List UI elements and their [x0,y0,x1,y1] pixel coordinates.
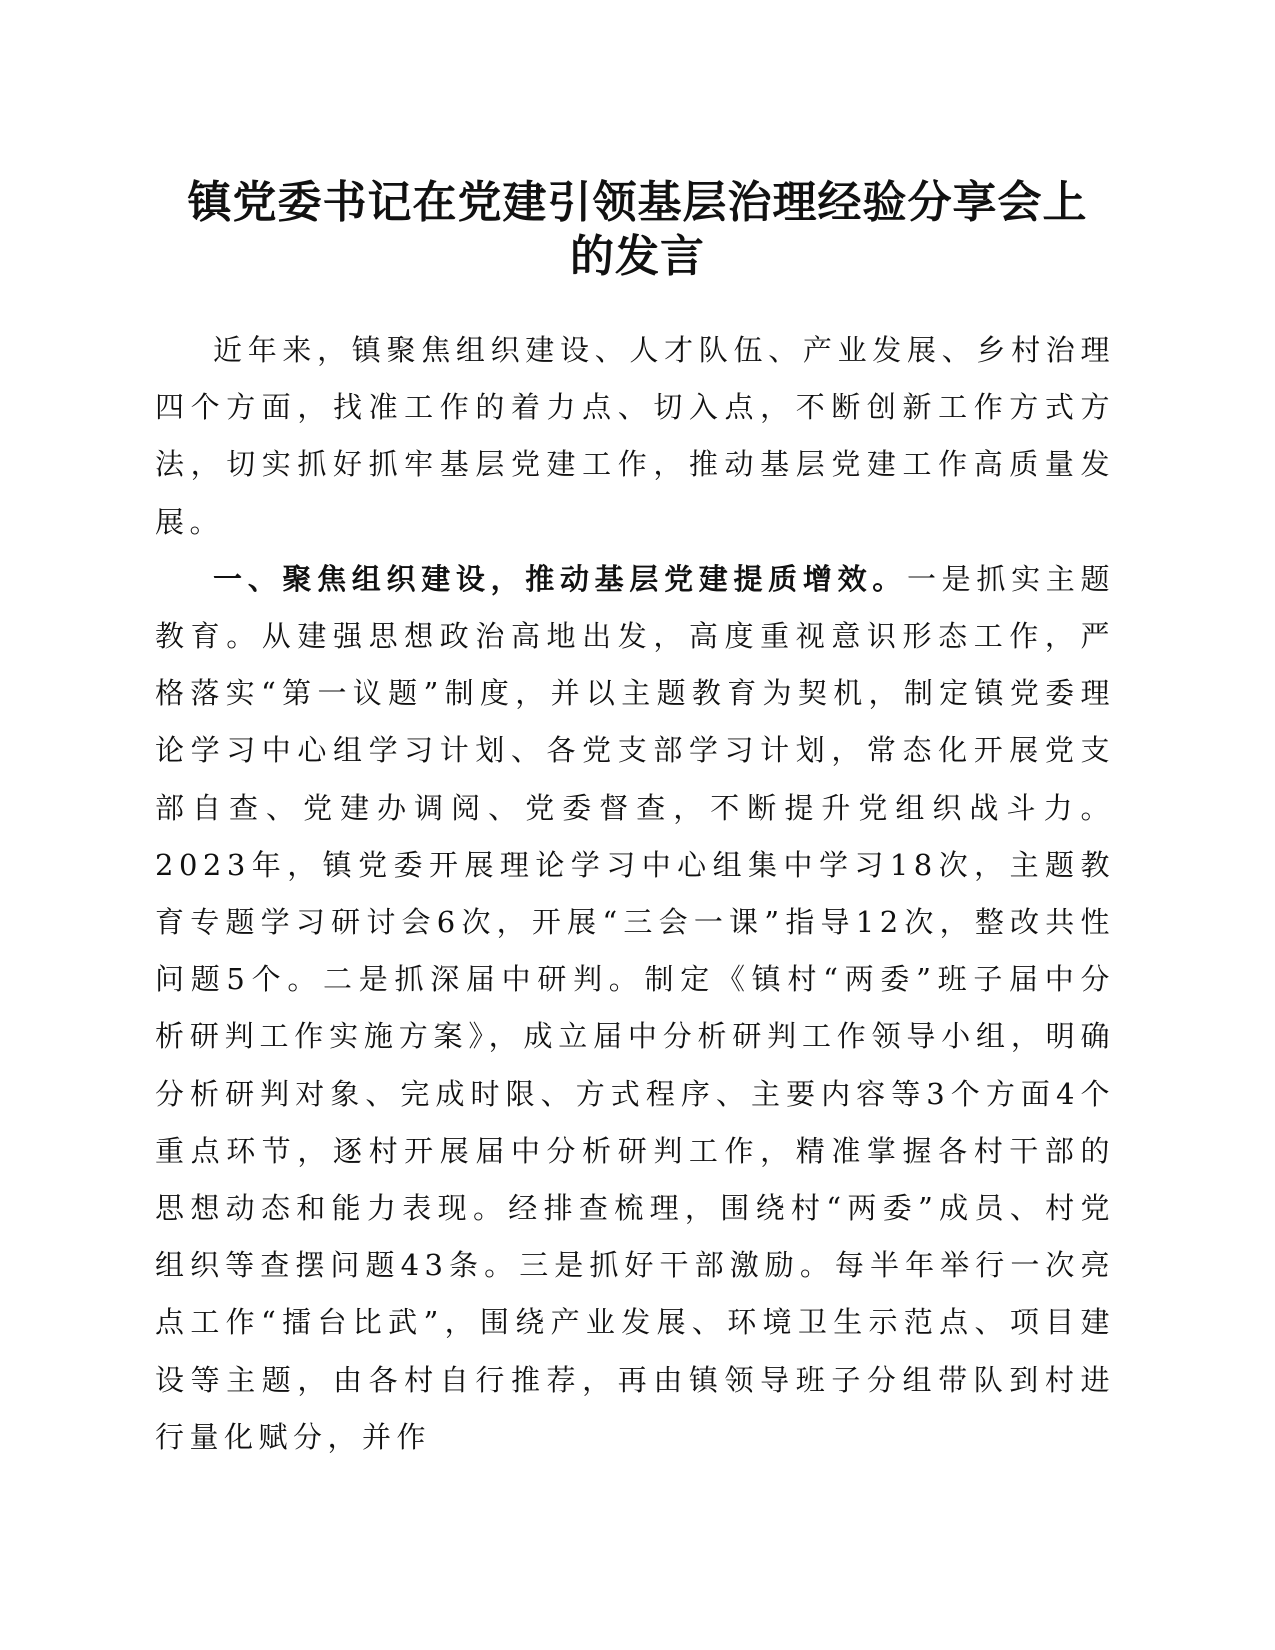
section-1-body: 一是抓实主题教育。从建强思想政治高地出发，高度重视意识形态工作，严格落实“第一议题”制度，并以主题教育为契机，制定镇党委理论学习中心组学习计划、各党支部学习计划，常态化开展党支部自查、党建办调阅、党委督查，不断提升党组织战斗力。2023年，镇党委开展理论学习中心组集中学习18次，主题教育专题学习研讨会6次，开展“三会一课”指导12次，整改共性问题5个。二是抓深届中研判。制定《镇村“两委”班子届中分析研判工作实施方案》，成立届中分析研判工作领导小组，明确分析研判对象、完成时限、方式程序、主要内容等3个方面4个重点环节，逐村开展届中分析研判工作，精准掌握各村干部的思想动态和能力表现。经排查梳理，围绕村“两委”成员、村党组织等查摆问题43条。三是抓好干部激励。每半年举行一次亮点工作“擂台比武”，围绕产业发展、环境卫生示范点、项目建设等主题，由各村自行推荐，再由镇领导班子分组带队到村进行量化赋分，并作 [155,561,1115,1454]
title-line-2: 的发言 [570,231,705,282]
title-line-1: 镇党委书记在党建引领基层治理经验分享会上 [187,177,1088,228]
section-1-heading: 一、聚焦组织建设，推动基层党建提质增效。 [213,561,907,596]
document-title [150,176,1125,284]
section-1-paragraph [155,551,1115,1466]
document-body [155,322,1115,1466]
intro-paragraph: 近年来，镇聚焦组织建设、人才队伍、产业发展、乡村治理四个方面，找准工作的着力点、切入点，不断创新工作方式方法，切实抓好抓牢基层党建工作，推动基层党建工作高质量发展。 [155,333,1115,539]
